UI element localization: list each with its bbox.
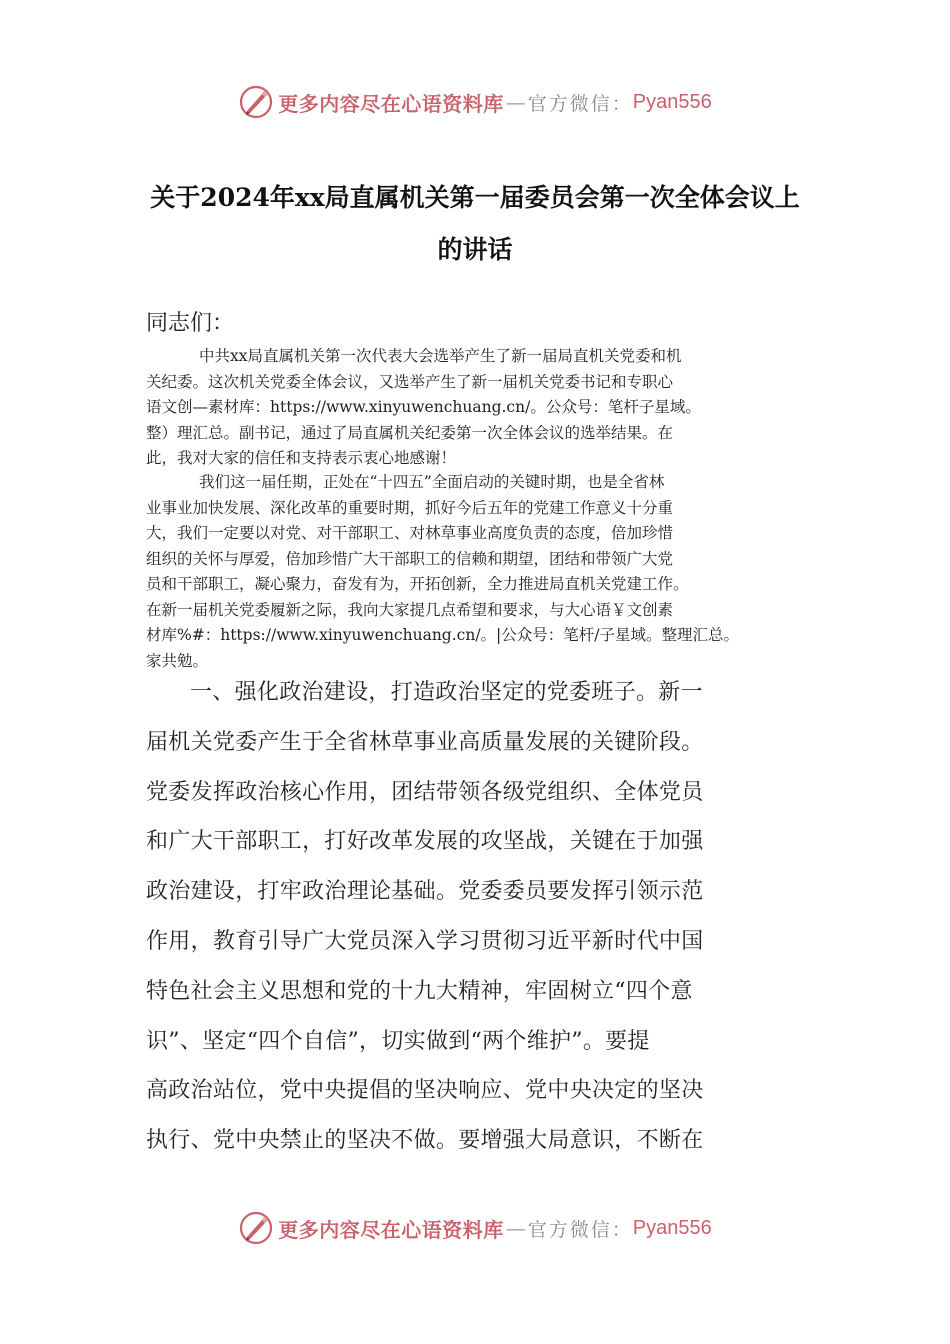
paragraph-2 [146,470,806,674]
section-line: 和广大干部职工，打好改革发展的攻坚战，关键在于加强 [146,829,704,855]
paragraph-line: 大，我们一定要以对党、对干部职工、对林草事业高度负责的态度，倍加珍惜 [146,524,674,542]
section-line: 执行、党中央禁止的坚决不做。要增强大局意识，不断在 [146,1128,704,1154]
document-title [140,172,810,276]
title-line-2: 的讲话 [437,235,513,264]
pen-logo-icon [238,1210,274,1246]
section-line: 高政治站位，党中央提倡的坚决响应、党中央决定的坚决 [146,1078,704,1104]
banner-dash: — [505,1216,526,1240]
banner-brand-text: 更多内容尽在心语资料库 [278,91,504,116]
section-1 [146,668,806,1166]
section-line: 一、强化政治建设，打造政治坚定的党委班子。新一 [190,680,703,705]
banner-wechat-label: 官方微信： [527,1218,633,1241]
header-banner [0,82,950,122]
paragraph-line: 此，我对大家的信任和支持表示衷心地感谢！ [146,449,457,467]
banner-wechat-label: 官方微信： [527,92,633,115]
section-line: 党委发挥政治核心作用，团结带领各级党组织、全体党员 [146,779,704,805]
section-line: 识”、坚定“四个自信”，切实做到“两个维护”。要提 [146,1028,650,1054]
pen-logo-icon [238,84,274,120]
banner-wechat-id: Pyan556 [632,1216,712,1239]
salutation: 同志们： [146,311,235,336]
paragraph-line: 中共xx局直属机关第一次代表大会选举产生了新一届局直机关党委和机 [199,347,682,365]
section-line: 特色社会主义思想和党的十九大精神，牢固树立“四个意 [146,978,693,1004]
section-line: 政治建设，打牢政治理论基础。党委委员要发挥引领示范 [146,879,704,905]
paragraph-line: 语文创—素材库：https://www.xinyuwenchuang.cn/。公众号：笔杆子星域。 [146,398,701,416]
banner-wechat-id: Pyan556 [632,90,712,113]
paragraph-line: 整）理汇总。副书记，通过了局直属机关纪委第一次全体会议的选举结果。在 [146,423,674,442]
paragraph-line: 我们这一届任期，正处在“十四五”全面启动的关键时期，也是全省林 [199,473,665,491]
paragraph-line: 员和干部职工，凝心聚力，奋发有为，开拓创新，全力推进局直机关党建工作。 [146,575,689,593]
paragraph-line: 材库%#：https://www.xinyuwenchuang.cn/。|公众号：笔杆/子星域。整理汇总。 [146,626,739,644]
title-line-1: 关于2024年xx局直属机关第一届委员会第一次全体会议上 [150,183,800,212]
section-line: 届机关党委产生于全省林草事业高质量发展的关键阶段。 [146,729,704,755]
banner-dash: — [505,90,526,114]
section-line: 作用，教育引导广大党员深入学习贯彻习近平新时代中国 [146,928,704,954]
paragraph-line: 组织的关怀与厚爱，倍加珍惜广大干部职工的信赖和期望，团结和带领广大党 [146,549,674,568]
paragraph-line: 家共勉。 [146,651,209,670]
footer-banner [0,1208,950,1248]
banner-brand-text: 更多内容尽在心语资料库 [278,1217,504,1242]
paragraph-line: 在新一届机关党委履新之际，我向大家提几点希望和要求，与大心语￥文创素 [146,600,674,619]
paragraph-line: 业事业加快发展、深化改革的重要时期，抓好今后五年的党建工作意义十分重 [146,498,674,517]
paragraph-line: 关纪委。这次机关党委全体会议，又选举产生了新一届机关党委书记和专职心 [146,372,674,391]
paragraph-1 [146,344,806,472]
